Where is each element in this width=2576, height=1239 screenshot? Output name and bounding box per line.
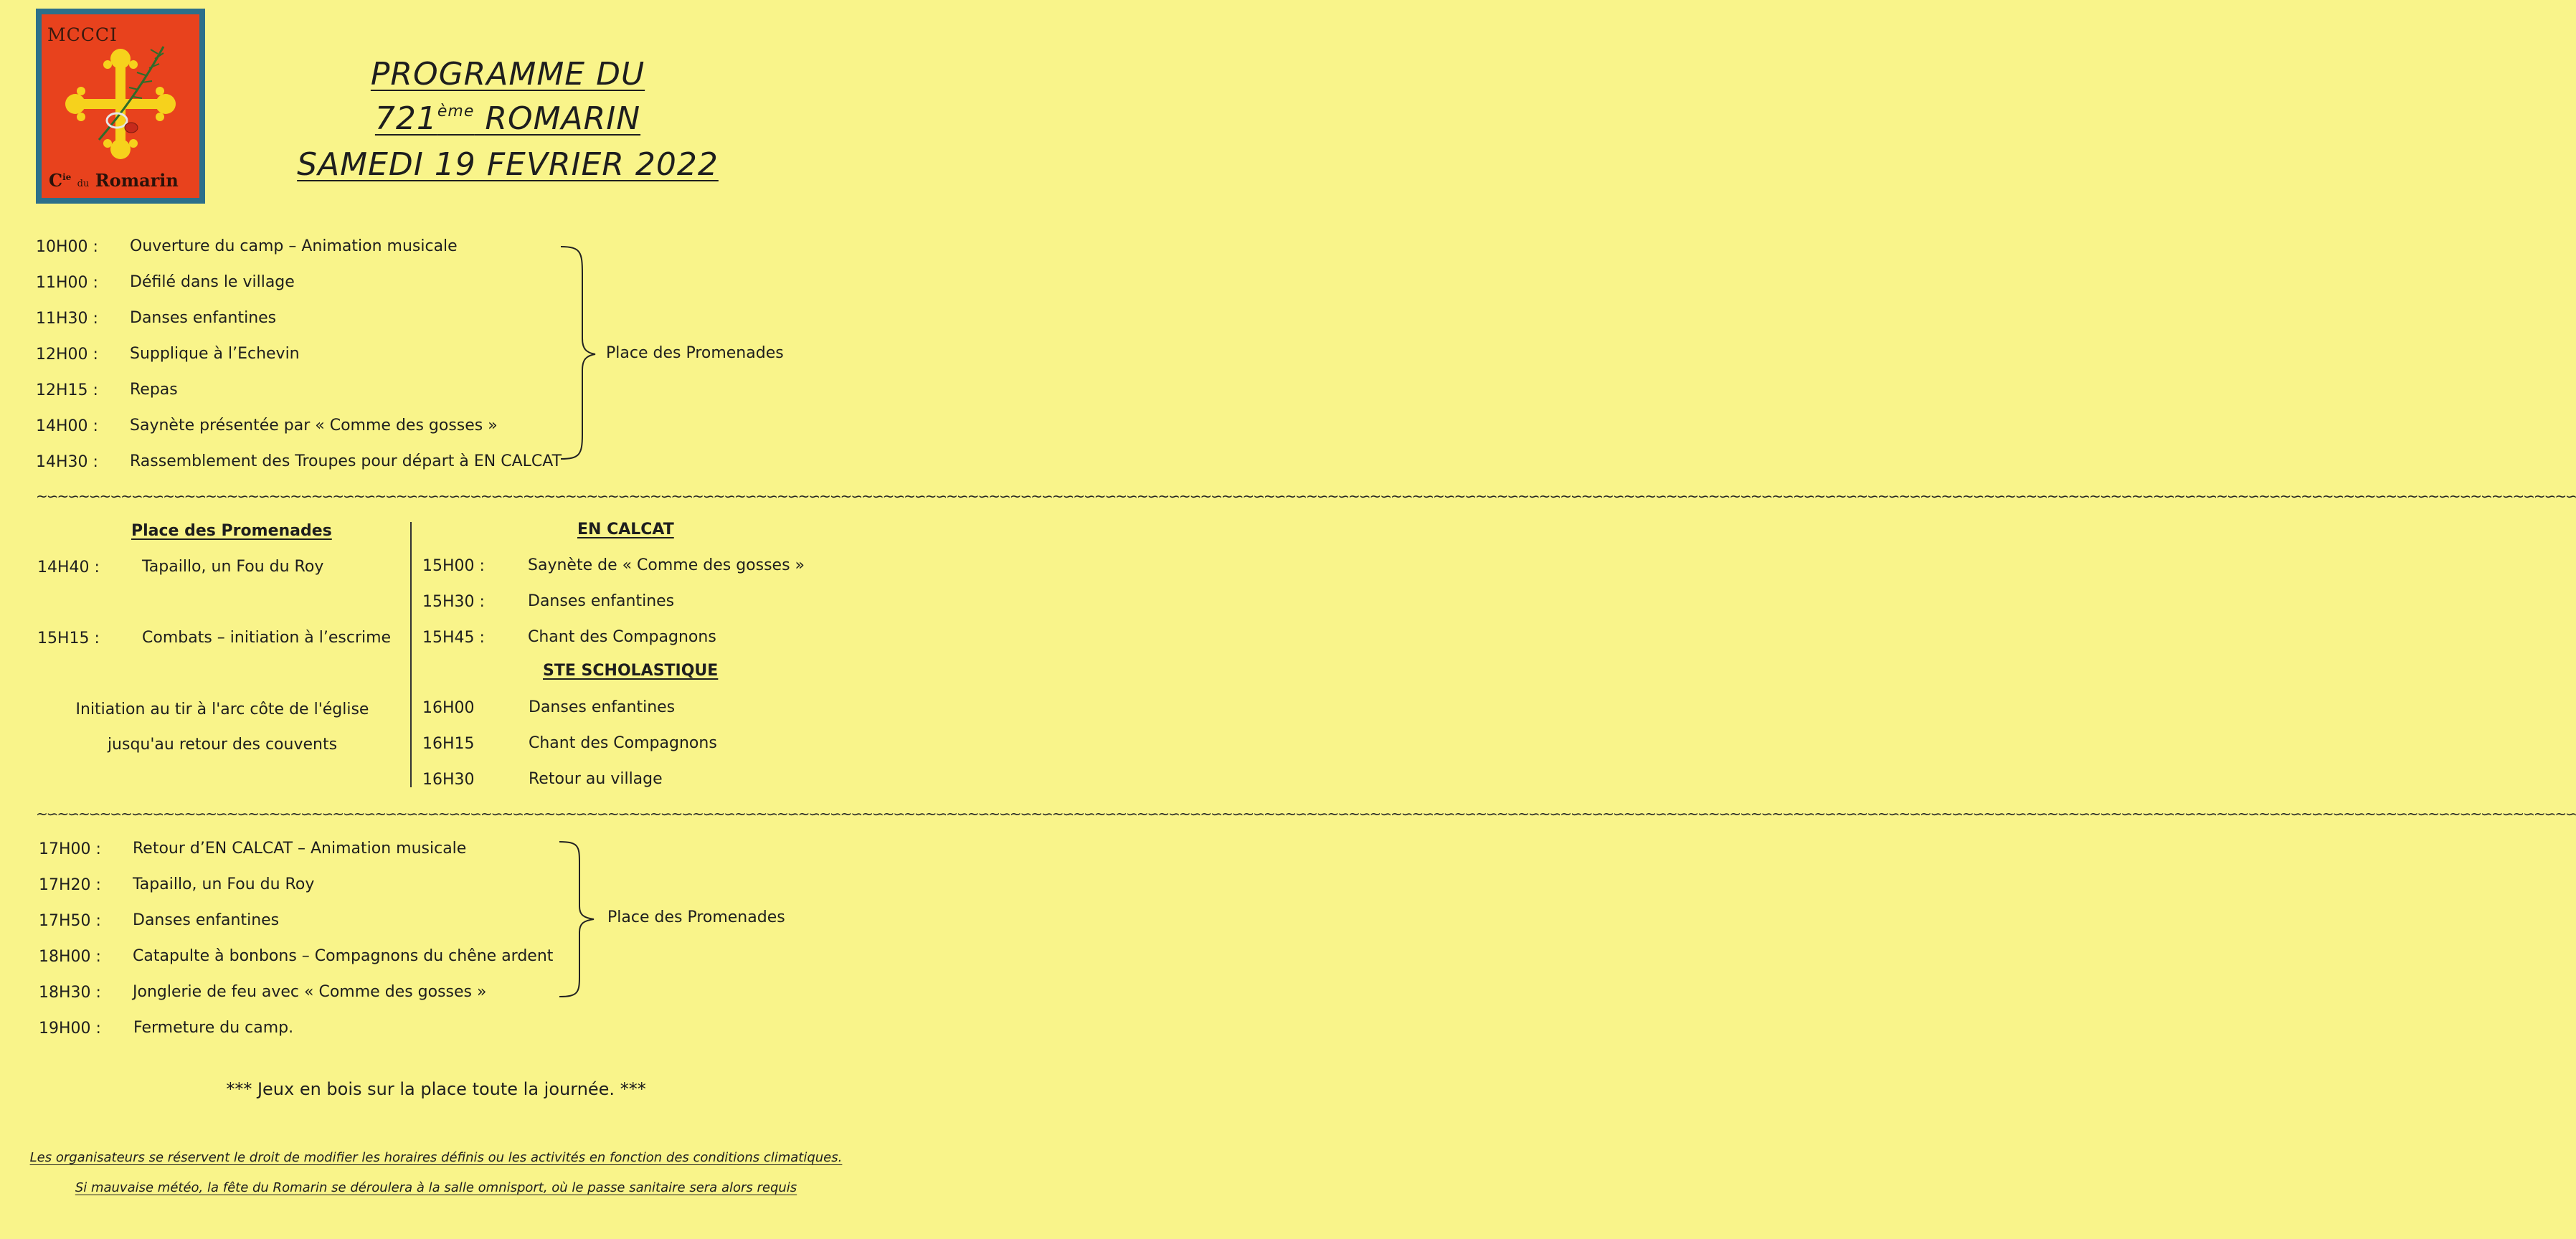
title-line-1: PROGRAMME DU bbox=[370, 56, 645, 92]
evening-time: 17H00 : bbox=[39, 840, 101, 858]
evening-time: 18H00 : bbox=[39, 948, 101, 966]
morning-time: 14H00 : bbox=[36, 417, 98, 435]
evening-activity: Fermeture du camp. bbox=[133, 1019, 294, 1037]
right-col-time: 16H15 bbox=[422, 735, 475, 753]
left-col-note-2: jusqu'au retour des couvents bbox=[107, 736, 338, 754]
evening-location: Place des Promenades bbox=[607, 908, 785, 926]
morning-activity: Ouverture du camp – Animation musicale bbox=[130, 237, 458, 255]
evening-time: 17H20 : bbox=[39, 876, 101, 894]
footer-line-1: Les organisateurs se réservent le droit de modifier les horaires définis ou les activités en fonction des conditions climatiques. bbox=[29, 1150, 843, 1165]
right-col-time: 15H30 : bbox=[422, 593, 485, 611]
evening-activity: Jonglerie de feu avec « Comme des gosses » bbox=[133, 983, 487, 1001]
morning-time: 10H00 : bbox=[36, 238, 98, 256]
morning-activity: Supplique à l’Echevin bbox=[130, 345, 300, 363]
right-col-activity: Chant des Compagnons bbox=[529, 734, 717, 752]
title-line-2: 721ème ROMARIN bbox=[374, 100, 641, 137]
morning-time: 12H15 : bbox=[36, 381, 98, 399]
ornament-separator: ~∽~∽~∽~∽~∽~∽~∽~∽~∽~∽~∽~∽~∽~∽~∽~∽~∽~∽~∽~∽~∽~∽~∽~∽~∽~∽~∽~∽~∽~∽~∽~∽~∽~∽~∽~∽~∽~∽~∽~∽~∽~∽~∽~∽~∽~∽~∽~∽~∽~∽~∽~∽~∽~∽~∽~∽~∽~∽~∽~∽~∽~∽~∽~∽~∽~∽~∽~∽~∽~∽~∽~∽~∽~∽~∽~∽~∽~∽~∽~∽~∽~∽~∽~∽~∽~∽~∽~∽~∽~∽~∽~∽~∽~∽~∽~∽~∽~∽~∽~∽~∽~∽~∽~∽~∽~∽~∽~∽~∽~∽~∽~∽~∽~∽~∽~∽~∽~∽~∽~∽ bbox=[36, 805, 2576, 822]
morning-time: 11H00 : bbox=[36, 274, 98, 292]
morning-time: 11H30 : bbox=[36, 310, 98, 328]
footer-line-2: Si mauvaise météo, la fête du Romarin se déroulera à la salle omnisport, où le passe sanitaire sera alors requis bbox=[75, 1180, 797, 1195]
evening-activity: Tapaillo, un Fou du Roy bbox=[133, 875, 315, 893]
morning-brace bbox=[559, 245, 610, 460]
ornament-separator: ~∽~∽~∽~∽~∽~∽~∽~∽~∽~∽~∽~∽~∽~∽~∽~∽~∽~∽~∽~∽~∽~∽~∽~∽~∽~∽~∽~∽~∽~∽~∽~∽~∽~∽~∽~∽~∽~∽~∽~∽~∽~∽~∽~∽~∽~∽~∽~∽~∽~∽~∽~∽~∽~∽~∽~∽~∽~∽~∽~∽~∽~∽~∽~∽~∽~∽~∽~∽~∽~∽~∽~∽~∽~∽~∽~∽~∽~∽~∽~∽~∽~∽~∽~∽~∽~∽~∽~∽~∽~∽~∽~∽~∽~∽~∽~∽~∽~∽~∽~∽~∽~∽~∽~∽~∽~∽~∽~∽~∽~∽~∽~∽~∽~∽~∽~∽~∽~∽~∽~∽ bbox=[36, 488, 2576, 505]
right-col-activity: Chant des Compagnons bbox=[528, 628, 716, 646]
right-col-activity: Retour au village bbox=[529, 770, 663, 788]
evening-activity: Catapulte à bonbons – Compagnons du chêne ardent bbox=[133, 947, 554, 965]
left-col-activity: Combats – initiation à l’escrime bbox=[142, 629, 392, 647]
morning-activity: Rassemblement des Troupes pour départ à EN CALCAT bbox=[130, 452, 562, 470]
morning-time: 14H30 : bbox=[36, 453, 98, 471]
logo-bottom-text: $C^{ie}$ du Romarin bbox=[49, 170, 179, 191]
morning-activity: Danses enfantines bbox=[130, 309, 277, 327]
left-col-time: 14H40 : bbox=[37, 559, 100, 576]
right-col-time: 15H45 : bbox=[422, 629, 485, 647]
jeux-note: *** Jeux en bois sur la place toute la journée. *** bbox=[226, 1079, 646, 1099]
logo bbox=[36, 9, 205, 204]
right-col-time: 16H30 bbox=[422, 771, 475, 789]
left-col-time: 15H15 : bbox=[37, 630, 100, 647]
morning-activity: Saynète présentée par « Comme des gosses » bbox=[130, 417, 498, 435]
logo-top-text: MCCCI bbox=[47, 24, 118, 45]
evening-activity: Retour d’EN CALCAT – Animation musicale bbox=[133, 840, 467, 858]
title-line-3: SAMEDI 19 FEVRIER 2022 bbox=[297, 146, 719, 183]
morning-activity: Repas bbox=[130, 381, 178, 399]
evening-activity: Danses enfantines bbox=[133, 911, 280, 929]
column-divider bbox=[410, 522, 412, 787]
evening-time: 18H30 : bbox=[39, 984, 101, 1002]
left-col-activity: Tapaillo, un Fou du Roy bbox=[142, 558, 324, 576]
right-col-activity: Danses enfantines bbox=[528, 592, 675, 610]
left-col-heading: Place des Promenades bbox=[131, 522, 332, 540]
morning-time: 12H00 : bbox=[36, 346, 98, 364]
morning-activity: Défilé dans le village bbox=[130, 273, 295, 291]
right-col-heading-2: STE SCHOLASTIQUE bbox=[543, 662, 719, 680]
morning-location: Place des Promenades bbox=[606, 344, 784, 362]
left-col-note-1: Initiation au tir à l'arc côte de l'église bbox=[75, 701, 369, 718]
right-col-activity: Saynète de « Comme des gosses » bbox=[528, 556, 805, 574]
right-col-heading-1: EN CALCAT bbox=[577, 521, 674, 538]
right-col-time: 16H00 bbox=[422, 699, 475, 717]
right-col-activity: Danses enfantines bbox=[529, 698, 676, 716]
right-col-time: 15H00 : bbox=[422, 557, 485, 575]
evening-time: 17H50 : bbox=[39, 912, 101, 930]
evening-brace bbox=[558, 840, 608, 998]
evening-time: 19H00 : bbox=[39, 1020, 101, 1038]
